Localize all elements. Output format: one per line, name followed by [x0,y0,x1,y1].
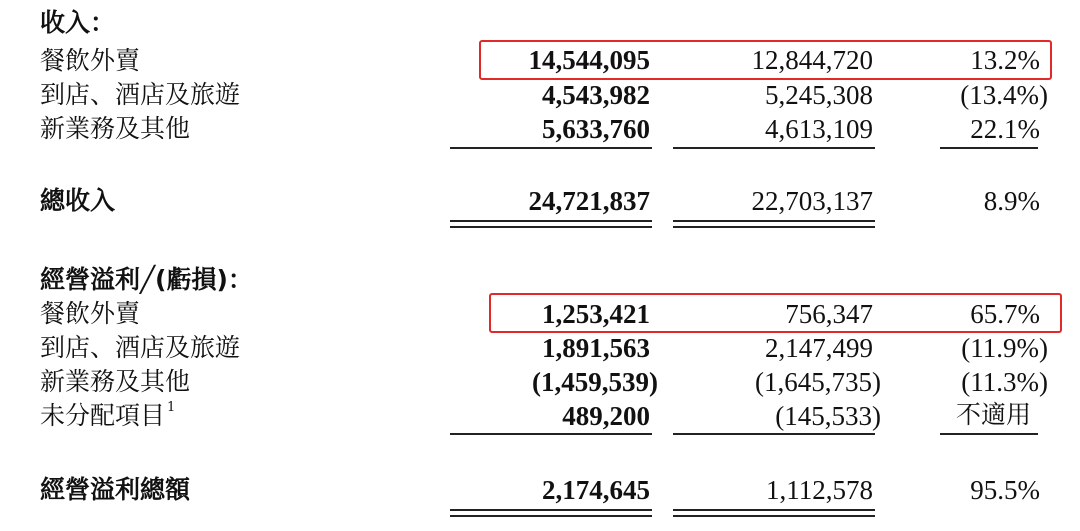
revenue-row-label: 新業務及其他 [40,114,191,143]
operating-row-value-2022: 756,347 [785,299,873,329]
revenue-total-change: 8.9% [983,186,1040,216]
subtotal-rule [450,433,652,435]
total-double-rule [673,509,875,511]
operating-header: 經營溢利╱(虧損)： [40,265,253,294]
operating-row-label-text: 未分配項目 [40,401,166,430]
revenue-row-change: 22.1% [970,114,1040,144]
revenue-row-value-2022: 4,613,109 [765,114,873,144]
operating-row-label: 到店、酒店及旅遊 [40,333,241,362]
operating-row-value-2023: 1,253,421 [542,299,650,329]
revenue-row-change: 13.2% [970,45,1040,75]
subtotal-rule [673,147,875,149]
total-double-rule [450,226,652,228]
total-double-rule [450,509,652,511]
revenue-header: 收入： [40,8,116,37]
operating-row-value-2022: (145,533) [775,401,881,431]
revenue-row-value-2023: 14,544,095 [528,45,650,75]
operating-row-change: (11.3%) [961,367,1048,397]
revenue-row-label: 到店、酒店及旅遊 [40,80,241,109]
subtotal-rule [940,433,1038,435]
operating-row-change: (11.9%) [961,333,1048,363]
subtotal-rule [450,147,652,149]
operating-row-label: 新業務及其他 [40,367,191,396]
total-double-rule [450,515,652,517]
revenue-row-change: (13.4%) [960,80,1048,110]
operating-row-value-2023: 489,200 [562,401,650,431]
revenue-total-label: 總收入 [40,186,116,215]
operating-total-value-2022: 1,112,578 [766,475,873,505]
operating-row-change: 不適用 [956,400,1032,429]
subtotal-rule [673,433,875,435]
revenue-row-value-2023: 5,633,760 [542,114,650,144]
revenue-row-label: 餐飲外賣 [40,46,141,75]
operating-total-change: 95.5% [970,475,1040,505]
footnote-marker: 1 [167,400,176,415]
operating-row-value-2023: (1,459,539) [532,367,658,397]
total-double-rule [673,220,875,222]
total-double-rule [673,226,875,228]
subtotal-rule [940,147,1038,149]
revenue-total-value-2023: 24,721,837 [528,186,650,216]
revenue-total-value-2022: 22,703,137 [751,186,873,216]
revenue-row-value-2022: 12,844,720 [751,45,873,75]
revenue-row-value-2022: 5,245,308 [765,80,873,110]
revenue-row-value-2023: 4,543,982 [542,80,650,110]
operating-row-label: 餐飲外賣 [40,299,141,328]
operating-row-label [40,400,176,430]
operating-total-value-2023: 2,174,645 [542,475,650,505]
operating-row-value-2022: 2,147,499 [765,333,873,363]
operating-row-value-2023: 1,891,563 [542,333,650,363]
operating-row-change: 65.7% [970,299,1040,329]
total-double-rule [673,515,875,517]
operating-row-value-2022: (1,645,735) [755,367,881,397]
total-double-rule [450,220,652,222]
operating-total-label: 經營溢利總額 [40,475,191,504]
